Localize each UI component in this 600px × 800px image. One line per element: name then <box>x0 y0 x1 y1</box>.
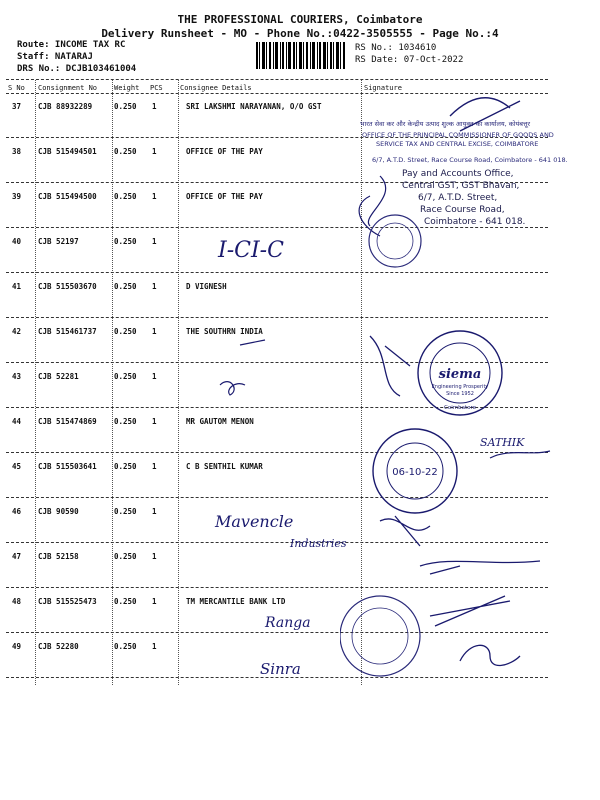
gst-stamp-line: भारत सेवा कर और केन्द्रीय उत्पाद शुल्क आयुक्त का कार्यालय, कोयंबत्तूर <box>360 120 531 128</box>
row-weight: 0.250 <box>114 462 137 471</box>
row-sno: 37 <box>12 102 22 111</box>
pay-stamp-line: 6/7, A.T.D. Street, <box>418 193 498 203</box>
row-weight: 0.250 <box>114 552 137 561</box>
row-consignment-no: CJB 515461737 <box>38 327 97 336</box>
row-weight: 0.250 <box>114 147 137 156</box>
col-sno: S No <box>8 84 25 92</box>
handwriting-row49: Sinra <box>260 660 301 678</box>
gst-stamp-line: OFFICE OF THE PRINCIPAL COMMISSIONER OF GOODS AND <box>362 131 554 139</box>
rs-number: RS No.: 1034610 <box>355 43 437 53</box>
siema-city: Coimbatore <box>444 405 476 411</box>
row-sno: 47 <box>12 552 22 561</box>
row-consignment-no: CJB 515525473 <box>38 597 97 606</box>
row-consignee: D VIGNESH <box>186 282 227 291</box>
row-sno: 38 <box>12 147 22 156</box>
staff-label: Staff: NATARAJ <box>17 52 93 62</box>
pay-stamp-line: Coimbatore - 641 018. <box>424 217 526 227</box>
row-pcs: 1 <box>152 372 157 381</box>
col-pcs: PCS <box>150 84 163 92</box>
rs-date: RS Date: 07-Oct-2022 <box>355 55 464 65</box>
row-sno: 42 <box>12 327 22 336</box>
row-pcs: 1 <box>152 552 157 561</box>
row-weight: 0.250 <box>114 192 137 201</box>
col-signature: Signature <box>364 84 402 92</box>
runsheet-title: Delivery Runsheet - MO - Phone No.:0422-3505555 - Page No.:4 <box>101 27 499 40</box>
row-sno: 41 <box>12 282 22 291</box>
row-consignee: SRI LAKSHMI NARAYANAN, O/O GST <box>186 102 322 111</box>
row-sno: 44 <box>12 417 22 426</box>
row-pcs: 1 <box>152 642 157 651</box>
row-consignment-no: CJB 90590 <box>38 507 79 516</box>
row-consignment-no: CJB 52281 <box>38 372 79 381</box>
siema-tagline: Engineering Prosperity <box>431 384 489 390</box>
handwriting-row40: I-CI-C <box>218 238 284 263</box>
row-sno: 40 <box>12 237 22 246</box>
row-pcs: 1 <box>152 417 157 426</box>
row-consignment-no: CJB 88932289 <box>38 102 93 111</box>
route-label: Route: INCOME TAX RC <box>17 40 126 50</box>
header-rule-bottom <box>6 93 548 94</box>
row-consignment-no: CJB 52280 <box>38 642 79 651</box>
row-consignment-no: CJB 515474869 <box>38 417 97 426</box>
row-consignee: OFFICE OF THE PAY <box>186 147 263 156</box>
row-consignee: OFFICE OF THE PAY <box>186 192 263 201</box>
row-sno: 39 <box>12 192 22 201</box>
row-weight: 0.250 <box>114 102 137 111</box>
gst-stamp-line: 6/7, A.T.D. Street, Race Course Road, Coimbatore - 641 018. <box>372 156 568 164</box>
association-date: 06-10-22 <box>392 467 438 478</box>
header-rule-top <box>6 79 548 80</box>
row-sno: 46 <box>12 507 22 516</box>
signature-area <box>340 96 600 686</box>
row-consignment-no: CJB 515503641 <box>38 462 97 471</box>
row-consignment-no: CJB 515503670 <box>38 282 97 291</box>
row-pcs: 1 <box>152 327 157 336</box>
handwriting-sathik: SATHIK <box>480 436 525 449</box>
siema-since: Since 1952 <box>446 391 474 397</box>
row-consignee: TM MERCANTILE BANK LTD <box>186 597 286 606</box>
row-consignee: C B SENTHIL KUMAR <box>186 462 263 471</box>
handwriting-row48: Ranga <box>265 615 311 631</box>
company-title: THE PROFESSIONAL COURIERS, Coimbatore <box>177 13 423 26</box>
handwriting-row46: Mavencle <box>215 512 294 531</box>
row-sno: 49 <box>12 642 22 651</box>
row-weight: 0.250 <box>114 642 137 651</box>
row-sno: 43 <box>12 372 22 381</box>
row-pcs: 1 <box>152 282 157 291</box>
col-weight: Weight <box>114 84 140 92</box>
row-scribbles <box>180 330 300 470</box>
column-divider <box>112 80 113 685</box>
row-sno: 45 <box>12 462 22 471</box>
handwriting-row46b: Industries <box>290 537 347 550</box>
row-consignment-no: CJB 515494501 <box>38 147 97 156</box>
row-weight: 0.250 <box>114 237 137 246</box>
col-consignment: Consignment No <box>38 84 98 92</box>
row-weight: 0.250 <box>114 327 137 336</box>
row-pcs: 1 <box>152 147 157 156</box>
row-pcs: 1 <box>152 192 157 201</box>
row-consignee: THE SOUTHRN INDIA <box>186 327 263 336</box>
row-weight: 0.250 <box>114 507 137 516</box>
pay-stamp-line: Pay and Accounts Office, <box>402 169 514 179</box>
row-weight: 0.250 <box>114 417 137 426</box>
pay-stamp-line: Race Course Road, <box>420 205 505 215</box>
row-sno: 48 <box>12 597 22 606</box>
row-pcs: 1 <box>152 462 157 471</box>
row-pcs: 1 <box>152 102 157 111</box>
row-weight: 0.250 <box>114 372 137 381</box>
pay-stamp-line: Central GST, GST Bhavan, <box>402 181 520 191</box>
gst-stamp-line: SERVICE TAX AND CENTRAL EXCISE, COIMBATORE <box>376 140 539 148</box>
column-divider <box>35 80 36 685</box>
barcode-image <box>255 42 347 69</box>
row-pcs: 1 <box>152 507 157 516</box>
row-pcs: 1 <box>152 237 157 246</box>
siema-name: siema <box>438 367 482 382</box>
row-pcs: 1 <box>152 597 157 606</box>
row-weight: 0.250 <box>114 597 137 606</box>
row-consignment-no: CJB 52197 <box>38 237 79 246</box>
drs-label: DRS No.: DCJB103461004 <box>17 64 137 74</box>
row-consignment-no: CJB 52158 <box>38 552 79 561</box>
row-consignment-no: CJB 515494500 <box>38 192 97 201</box>
row-weight: 0.250 <box>114 282 137 291</box>
column-divider <box>178 80 179 685</box>
col-consignee: Consignee Details <box>180 84 252 92</box>
row-consignee: MR GAUTOM MENON <box>186 417 254 426</box>
